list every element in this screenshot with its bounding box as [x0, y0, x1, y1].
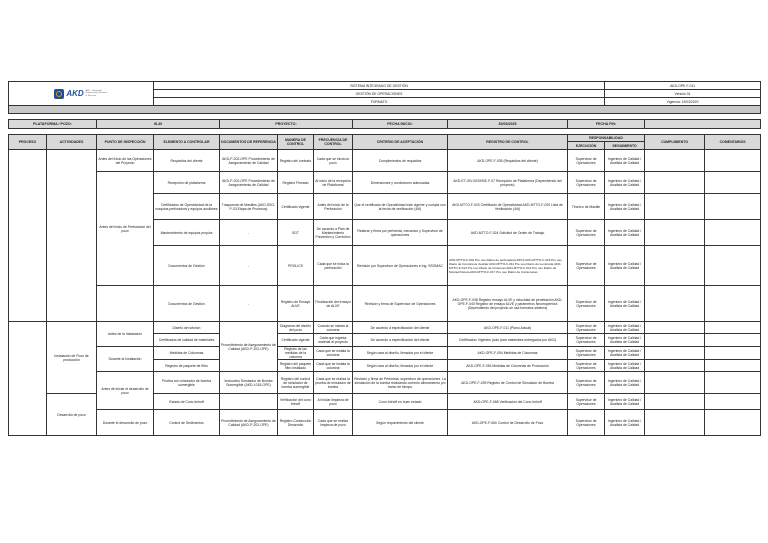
cell-manera: Registro del contrato — [278, 150, 314, 172]
cell-seguimiento: Ingeniero de Calidad / Analista de Calidad — [605, 334, 645, 347]
cell-documento — [220, 394, 278, 410]
cell-manera: Certificado vigente — [278, 334, 314, 347]
cell-registro: AKD-MTTO-F-002 Pre uso Diario de perforadora DP14 AKD-MTTO-F-018 Pre uso Diario de Compresor Auxiliar AKD-MTTO-F-011 Pre uso Diario de Luminaria AKD-MTTO-F-013 Pre uso Diario de Cisternas AKD-MTTO-F-014 Pre uso Diario de Montacrhistera AKD-MTTO-F-017 Pre uso Diario de Camionetas — [448, 246, 568, 286]
cell-seguimiento: Ingeniero de Calidad / Analista de Calidad — [605, 410, 645, 436]
cell-ejecucion: Supervisor de Operaciones — [568, 220, 605, 246]
cell-actividades: Instalación de Pozo de producción — [47, 322, 97, 394]
end-value — [645, 120, 761, 129]
table-row — [9, 372, 761, 394]
cell-frecuencia: Al iniciar limpieza de pozo — [314, 394, 353, 410]
cell-seguimiento: Ingeniero de Calidad / Analista de Calidad — [605, 322, 645, 334]
cell-seguimiento: Ingeniero de Calidad / Analista de Calidad — [605, 172, 645, 194]
cell-manera: Registro del paquete filtro instalado — [278, 360, 314, 372]
cell-frecuencia: Cada que ingresa material al proyecto — [314, 334, 353, 347]
cell-documento: Instructivo Simulador de Bomba Sumergible (AKD-I-015-OPE) — [220, 372, 278, 394]
project-label: PROYECTO: — [220, 120, 353, 129]
cell-criterio: Cumplimientos de requisitos — [353, 150, 448, 172]
cell-elemento: Control de Sedimentos — [154, 410, 220, 436]
cell-comentarios — [705, 394, 761, 410]
cell-frecuencia: Finalización del ensayo de ALVE — [314, 286, 353, 322]
table-row — [9, 347, 761, 360]
cell-ejecucion: Supervisor de Operaciones — [568, 322, 605, 334]
cell-frecuencia: Cada que se instala la columna — [314, 347, 353, 360]
cell-actividades — [47, 150, 97, 322]
doc-type: FORMATO — [154, 98, 605, 106]
cell-elemento: Medidas de Columnas — [154, 347, 220, 360]
start-value: 30/03/2025 — [448, 120, 568, 129]
cell-ejecucion: Supervisor de Operaciones — [568, 360, 605, 372]
cell-cumplimiento — [645, 394, 705, 410]
cell-manera: Registro de Ensayo ALVE — [278, 286, 314, 322]
doc-version: Versión 01 — [605, 90, 761, 98]
cell-punto: Durante el desarrollo de pozo — [97, 410, 154, 436]
cell-cumplimiento — [645, 246, 705, 286]
cell-criterio: Revisión y firma de Perforista, supervisor de operaciones. La simulación de la bomba realizando correcto alineamiento y/o tramo de tiempo — [353, 372, 448, 394]
akd-logo-icon — [54, 89, 64, 99]
cell-proceso — [9, 150, 47, 322]
cell-criterio: De acuerdo a especificación del cliente — [353, 322, 448, 334]
cell-ejecucion: Supervisor de Operaciones — [568, 334, 605, 347]
cell-cumplimiento — [645, 334, 705, 347]
cell-criterio: Revisión por Supervisor de Operaciones e Ing. SSOMAC — [353, 246, 448, 286]
col-comentarios: COMENTARIOS — [705, 135, 761, 150]
logo-subtitle: AKD - Integrated Engineering Solutions & Services — [85, 89, 107, 97]
cell-elemento: Recepción de plataforma — [154, 172, 220, 194]
cell-elemento: Requisitos del cliente — [154, 150, 220, 172]
cell-punto: Antes del inicio de Perforación del pozo — [97, 172, 154, 286]
cell-cumplimiento — [645, 410, 705, 436]
col-frecuencia: FRECUENCIA DE CONTROL — [314, 135, 353, 150]
inspection-plan-sheet — [8, 81, 760, 436]
cell-frecuencia: Antes del inicio de la Perforación — [314, 194, 353, 220]
cell-registro: AKD-OPE-F-060 Control de Desarrollo de Pozo — [448, 410, 568, 436]
separator-bar — [9, 106, 761, 114]
cell-manera: SGT — [278, 220, 314, 246]
cell-elemento: Documentos de Gestión — [154, 286, 220, 322]
cell-cumplimiento — [645, 360, 705, 372]
cell-comentarios — [705, 372, 761, 394]
cell-seguimiento: Ingeniero de Calidad / Analista de Calidad — [605, 347, 645, 360]
cell-cumplimiento — [645, 220, 705, 246]
cell-frecuencia: Cuando se instala la columna — [314, 322, 353, 334]
cell-cumplimiento — [645, 194, 705, 220]
cell-punto: Antes de la Instalación — [97, 322, 154, 347]
cell-registro: AKD-OPE-F-068 Verificación del Cono Imhoff — [448, 394, 568, 410]
cell-frecuencia: De acuerdo a Plan de Mantenimiento Preventivo y Correctivo — [314, 220, 353, 246]
cell-documento: - — [220, 246, 278, 286]
cell-criterio: Según cara al diseño, llenados por el cliente — [353, 360, 448, 372]
platform-label: PLATAFORMA / POZO: — [9, 120, 97, 129]
cell-seguimiento: Ingeniero de Calidad / Analista de Calidad — [605, 360, 645, 372]
cell-documento: Procedimiento de Aseguramiento de Calidad (AKD-P-202-OPE) — [220, 322, 278, 372]
cell-comentarios — [705, 322, 761, 334]
cell-registro: AKD-OPE-F-039 Registro de Control de Simulador de Bomba — [448, 372, 568, 394]
cell-punto — [97, 286, 154, 322]
cell-documento: - — [220, 220, 278, 246]
cell-documento: AKD-P-202-OPE Procedimiento de Aseguramiento de Calidad — [220, 172, 278, 194]
cell-cumplimiento — [645, 172, 705, 194]
system-title: SISTEMA INTEGRADO DE GESTIÓN — [154, 82, 605, 90]
cell-cumplimiento — [645, 347, 705, 360]
table-row — [9, 150, 761, 172]
doc-validity: Vigencia: 13/03/2020 — [605, 98, 761, 106]
col-seguimiento: SEGUIMIENTO — [605, 142, 645, 150]
cell-ejecucion: Supervisor de Operaciones — [568, 372, 605, 394]
cell-ejecucion: Supervisor de Operaciones — [568, 410, 605, 436]
cell-manera: PROLICS — [278, 246, 314, 286]
cell-documento: AKD-P-202-OPE Procedimiento de Aseguramiento de Calidad — [220, 150, 278, 172]
cell-elemento: Estado de Cono Imhoff — [154, 394, 220, 410]
cell-registro: AKD-MTTO-F-003 Certificado de Operatividad AKD-MTTO-F-020 Lista de Verificación (4/6) — [448, 194, 568, 220]
cell-criterio: Según requerimiento del cliente — [353, 410, 448, 436]
cell-registro: AKD-ET-OIV-003/HSE-F-07 Recepción de Plataforma (Dependiendo del proyecto) — [448, 172, 568, 194]
cell-ejecucion: Supervisor de Operaciones — [568, 286, 605, 322]
header-table — [8, 81, 761, 436]
cell-criterio: Realizar y firma por perforista, mecanico y Supervisor de operaciones — [353, 220, 448, 246]
cell-seguimiento: Ingeniero de Calidad / Analista de Calidad — [605, 194, 645, 220]
cell-elemento: Certificados de Operatividad de la maquina perforadora y equipos auxiliares — [154, 194, 220, 220]
cell-registro: AKD-OPE-F-011 (Plano Actual) — [448, 322, 568, 334]
cell-manera: Registro de las medidas de la columna — [278, 347, 314, 360]
cell-actividades: Desarrollo de pozo — [47, 394, 97, 436]
cell-comentarios — [705, 150, 761, 172]
cell-comentarios — [705, 286, 761, 322]
table-row — [9, 286, 761, 322]
cell-manera: Verificación del cono imhoff — [278, 394, 314, 410]
cell-manera: Registro Firmado — [278, 172, 314, 194]
cell-ejecucion: Supervisor de Operaciones — [568, 347, 605, 360]
col-ejecucion: EJECUCIÓN — [568, 142, 605, 150]
cell-documento: Traspuesta de Mastiles (AKD-SSO-P-03 Etapa de Procesos) — [220, 194, 278, 220]
cell-comentarios — [705, 410, 761, 436]
col-documentos: DOCUMENTOS DE REFERENCIA — [220, 135, 278, 150]
cell-cumplimiento — [645, 286, 705, 322]
cell-comentarios — [705, 334, 761, 347]
cell-criterio: Revisión y firma de Supervisor de Operaciones — [353, 286, 448, 322]
cell-manera: Registro Conducción Desarrollo — [278, 410, 314, 436]
cell-punto: Durante la Instalación — [97, 347, 154, 372]
cell-cumplimiento — [645, 322, 705, 334]
cell-frecuencia: Cada que se realiza la prueba de simulador de bomba — [314, 372, 353, 394]
well-value: IS-40 — [97, 120, 220, 129]
col-registro: REGISTRO DE CONTROL — [448, 135, 568, 150]
logo-cell — [9, 82, 154, 106]
cell-proceso — [9, 322, 47, 436]
cell-criterio: Según cara al diseño, llenados por el cliente — [353, 347, 448, 360]
col-punto: PUNTO DE INSPECCIÓN — [97, 135, 154, 150]
cell-criterio: Que el certificado de Operatividad este vigente y cumpla con la fecha de verificación (4/6) — [353, 194, 448, 220]
cell-registro: AKD-MTTO-F-024 Solicitud de Orden de Trabajo — [448, 220, 568, 246]
logo — [10, 89, 152, 99]
cell-elemento: Registro de paquete de filtro — [154, 360, 220, 372]
col-cumplimiento: CUMPLIMIENTO — [645, 135, 705, 150]
cell-elemento: Certificados de calidad de materiales — [154, 334, 220, 347]
col-manera: MANERA DE CONTROL — [278, 135, 314, 150]
cell-frecuencia: Cada que se instala la columna — [314, 360, 353, 372]
cell-criterio: Dimensiones y condiciones adecuadas — [353, 172, 448, 194]
end-label: FECHA FIN: — [568, 120, 645, 129]
col-proceso: PROCESO — [9, 135, 47, 150]
cell-manera: Certificado vigente — [278, 194, 314, 220]
cell-criterio: Cono Imhoff en buen estado — [353, 394, 448, 410]
cell-comentarios — [705, 220, 761, 246]
doc-code: AKD-OPE-F-011 — [605, 82, 761, 90]
cell-seguimiento: Ingeniero de Calidad / Analista de Calidad — [605, 246, 645, 286]
cell-elemento: Diseño del sifonón — [154, 322, 220, 334]
cell-criterio: De acuerdo a especificación del cliente — [353, 334, 448, 347]
cell-cumplimiento — [645, 372, 705, 394]
cell-registro: AKD-OPE-F-054 Medidas de Columnas de Producción — [448, 360, 568, 372]
cell-cumplimiento — [645, 150, 705, 172]
cell-documento: Procedimiento de Aseguramiento de Calidad (AKD-P-202-OPE) — [220, 410, 278, 436]
cell-ejecucion: Supervisor de Operaciones — [568, 172, 605, 194]
cell-documento: - — [220, 286, 278, 322]
cell-frecuencia: Cada que se inicia la perforación — [314, 246, 353, 286]
cell-registro: AKD-OPE-F-038 Registro ensayo ALVE y velocidad de penetración AKD-OPE-F-040 Registro de ensayo ALVE y parámetros Neumoperfora (Dependiendo del proyecto se usa formatos sistema) — [448, 286, 568, 322]
cell-comentarios — [705, 246, 761, 286]
cell-comentarios — [705, 360, 761, 372]
cell-punto: Antes de iniciar el desarrollo de pozo — [97, 372, 154, 410]
col-elemento: ELEMENTO A CONTROLAR — [154, 135, 220, 150]
start-label: FECHA INICIO: — [353, 120, 448, 129]
cell-seguimiento: Ingeniero de Calidad / Analista de Calidad — [605, 286, 645, 322]
cell-comentarios — [705, 194, 761, 220]
cell-ejecucion: Supervisor de Operaciones — [568, 246, 605, 286]
cell-seguimiento: Ingeniero de Calidad / Analista de Calidad — [605, 150, 645, 172]
cell-seguimiento: Ingeniero de Calidad / Analista de Calidad — [605, 394, 645, 410]
cell-seguimiento: Ingeniero de Calidad / Analista de Calidad — [605, 220, 645, 246]
cell-manera: Diagrama del diseño del pozo — [278, 322, 314, 334]
table-row — [9, 172, 761, 194]
cell-ejecucion: Supervisor de Operaciones — [568, 150, 605, 172]
table-row — [9, 410, 761, 436]
dept-title: GESTIÓN DE OPERACIONES — [154, 90, 605, 98]
col-responsabilidad: RESPONSABILIDAD — [568, 135, 645, 142]
cell-ejecucion: Supervisor de Operaciones — [568, 394, 605, 410]
cell-registro: Certificados Vigentes (solo para materiales entregados por AKD) — [448, 334, 568, 347]
cell-frecuencia: Cada que se inicia un pozo — [314, 150, 353, 172]
cell-comentarios — [705, 347, 761, 360]
logo-text: AKD — [66, 88, 84, 98]
cell-elemento: Prueba con simulador de bomba sumergible — [154, 372, 220, 394]
cell-punto: Antes del Inicio de las Operaciones del Proyecto — [97, 150, 154, 172]
cell-registro: AKD-OPE-F-054 Medidas de Columnas — [448, 347, 568, 360]
col-criterio: CRITERIO DE ACEPTACIÓN — [353, 135, 448, 150]
cell-frecuencia: Al inicio de la recepción de Plataforma — [314, 172, 353, 194]
cell-seguimiento: Ingeniero de Calidad / Analista de Calidad — [605, 372, 645, 394]
col-actividades: ACTIVIDADES — [47, 135, 97, 150]
table-row — [9, 322, 761, 334]
cell-comentarios — [705, 172, 761, 194]
cell-registro: AKD-OPE-F-035 (Requisitos del cliente) — [448, 150, 568, 172]
cell-manera: Registro del control de simulador de bomba sumergible — [278, 372, 314, 394]
cell-elemento: Mantenimiento de equipos propios — [154, 220, 220, 246]
cell-frecuencia: Cada que se realiza limpieza de pozo — [314, 410, 353, 436]
cell-ejecucion: Técnico de Mastile — [568, 194, 605, 220]
cell-elemento: Documentos de Gestión — [154, 246, 220, 286]
